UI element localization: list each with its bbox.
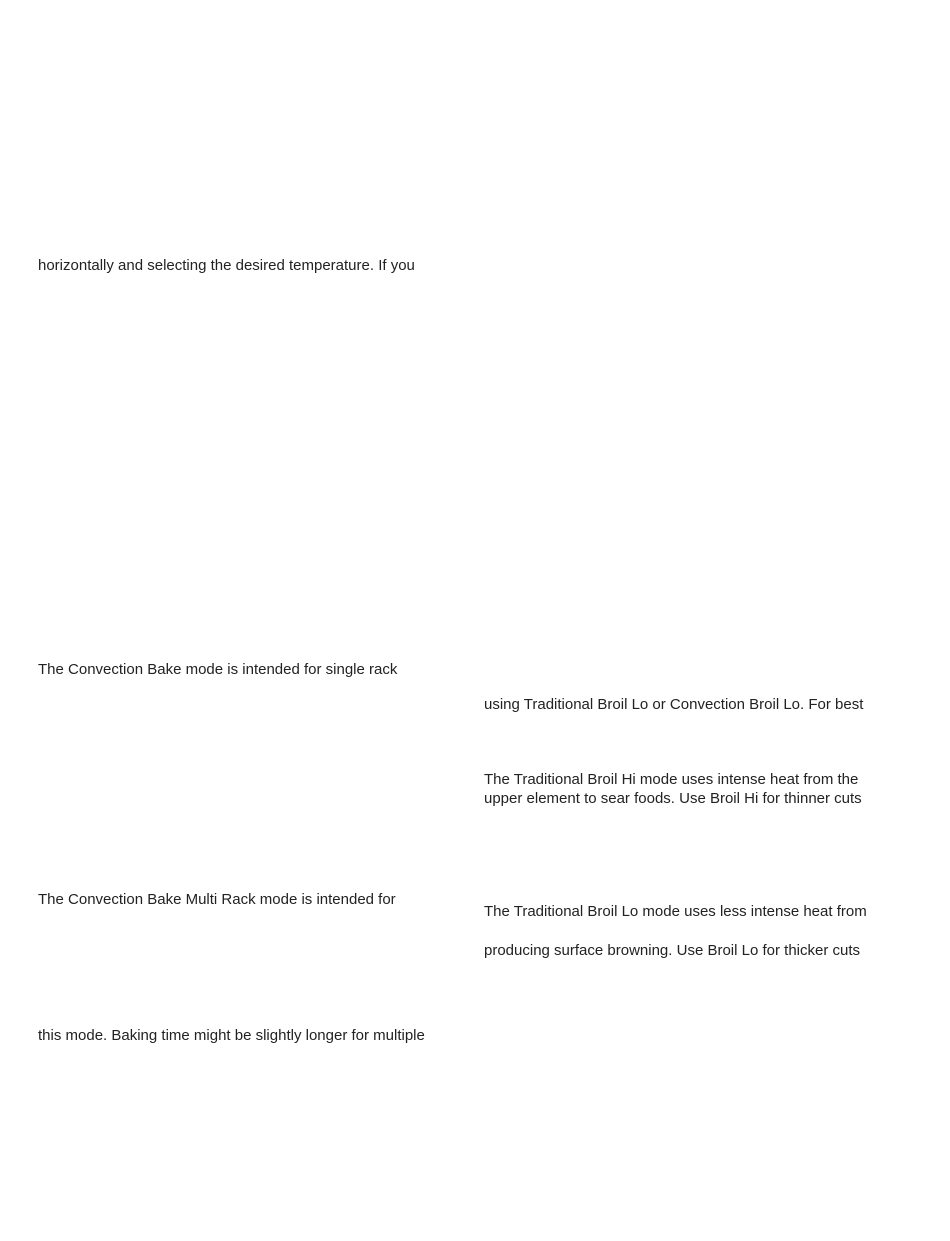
text-line-convection-bake: The Convection Bake mode is intended for single rack	[38, 661, 398, 678]
text-line-broil-lo-browning: producing surface browning. Use Broil Lo for thicker cuts	[484, 942, 861, 959]
text-line-baking-time: this mode. Baking time might be slightly longer for multiple	[38, 1027, 425, 1044]
text-line-broil-lo-mode: The Traditional Broil Lo mode uses less intense heat from	[484, 903, 867, 920]
text-line-broil-hi-mode: The Traditional Broil Hi mode uses intense heat from the	[484, 771, 859, 788]
text-line-broil-lo-best: using Traditional Broil Lo or Convection Broil Lo. For best	[484, 696, 864, 713]
text-line-temperature: horizontally and selecting the desired temperature. If you	[38, 257, 415, 274]
text-line-convection-bake-multi-rack: The Convection Bake Multi Rack mode is intended for	[38, 891, 396, 908]
text-line-broil-hi-sear: upper element to sear foods. Use Broil Hi for thinner cuts	[484, 790, 862, 807]
